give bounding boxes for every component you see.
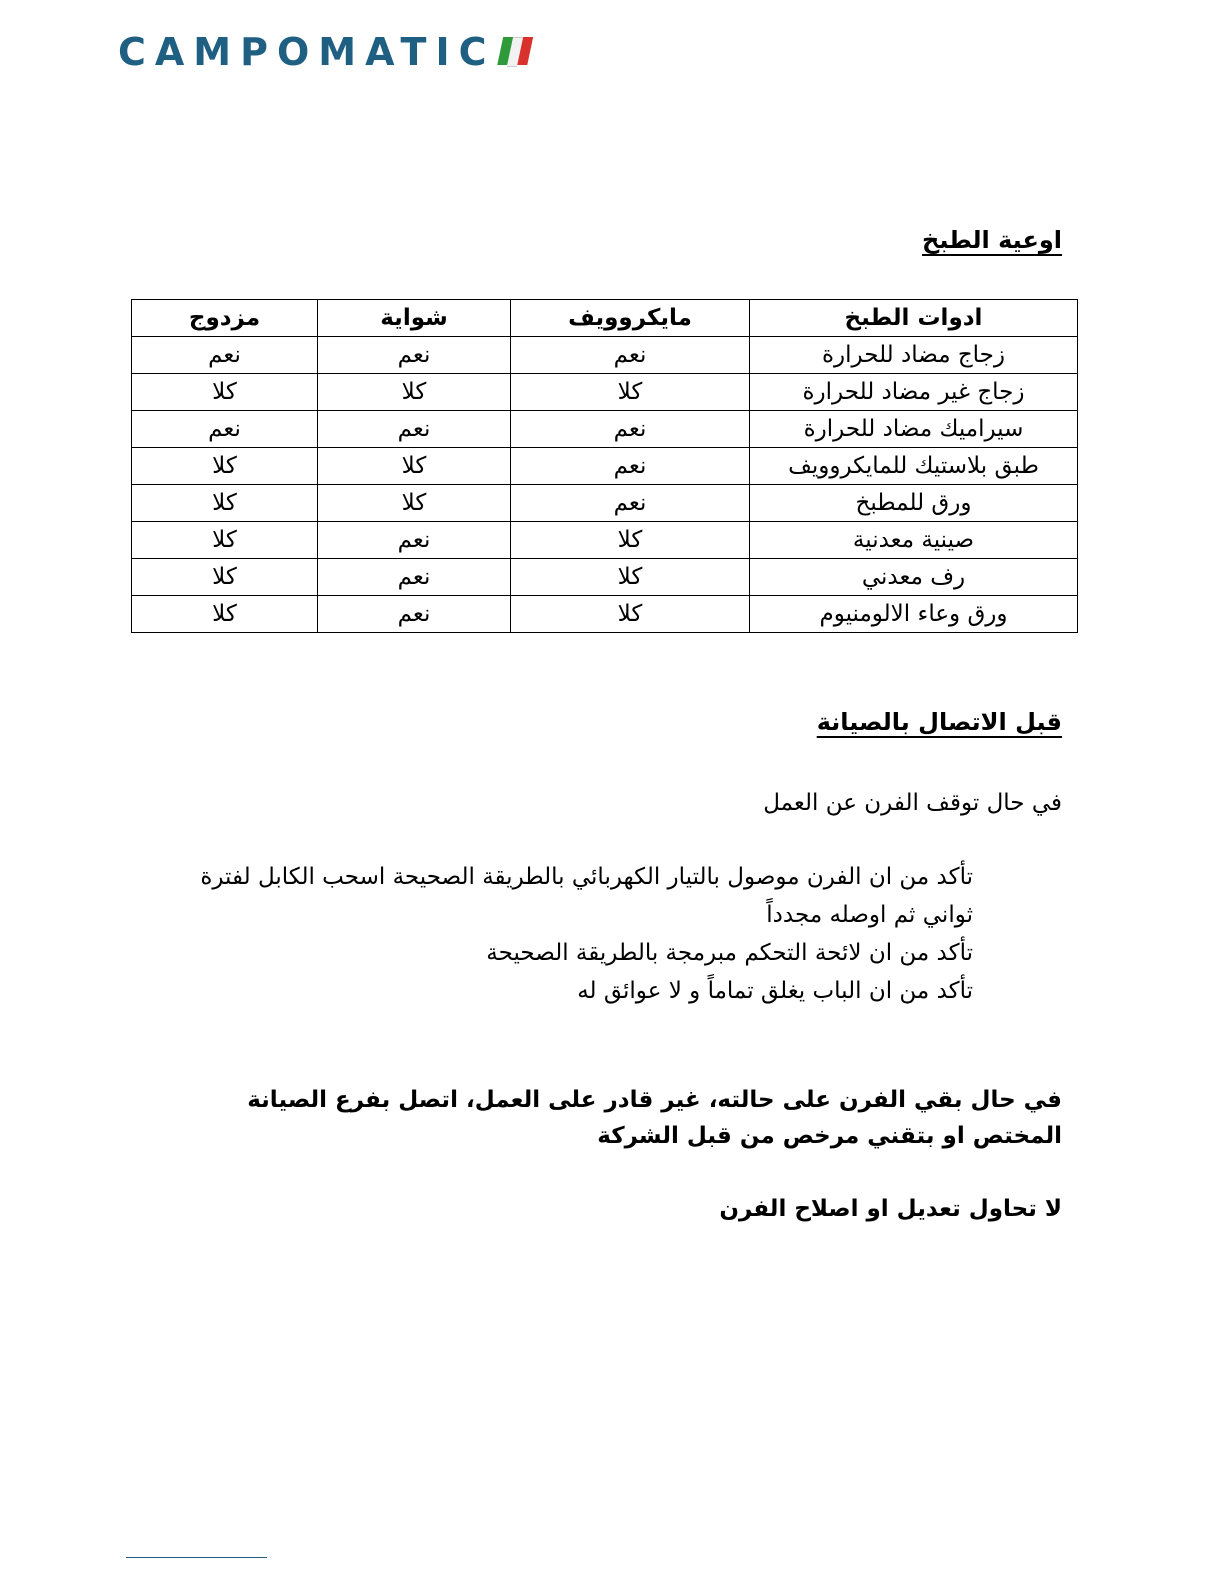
table-cell: كلا <box>318 448 511 485</box>
warning-text: لا تحاول تعديل او اصلاح الفرن <box>719 1196 1062 1222</box>
checklist-item: تأكد من ان الفرن موصول بالتيار الكهربائي بالطريقة الصحيحة اسحب الكابل لفترة ثواني ثم اوصله مجدداً <box>200 864 973 928</box>
footer-divider <box>126 1557 267 1558</box>
header-cell: شواية <box>318 300 511 337</box>
table-cell: كلا <box>132 559 318 596</box>
table-cell: نعم <box>318 559 511 596</box>
contact-note: في حال بقي الفرن على حالته، غير قادر على العمل، اتصل بفرع الصيانة المختص او بتقني مرخص من قبل الشركة <box>247 1087 1062 1149</box>
header-cell: مزدوج <box>132 300 318 337</box>
table-row <box>132 559 1078 596</box>
table-cell: نعم <box>511 337 750 374</box>
table-cell: نعم <box>318 522 511 559</box>
italian-flag-icon <box>496 37 532 67</box>
table-row <box>132 448 1078 485</box>
cookware-table <box>131 299 1078 633</box>
table-cell: كلا <box>318 485 511 522</box>
table-cell: صينية معدنية <box>750 522 1078 559</box>
table-cell: كلا <box>511 559 750 596</box>
intro-text: في حال توقف الفرن عن العمل <box>763 790 1062 816</box>
table-cell: زجاج مضاد للحرارة <box>750 337 1078 374</box>
table-cell: نعم <box>132 411 318 448</box>
table-cell: رف معدني <box>750 559 1078 596</box>
table-row <box>132 522 1078 559</box>
table-cell: كلا <box>132 448 318 485</box>
section-title-before-service: قبل الاتصال بالصيانة <box>816 708 1062 736</box>
table-cell: نعم <box>511 411 750 448</box>
table-cell: ورق للمطبخ <box>750 485 1078 522</box>
section-title-cookware: اوعية الطبخ <box>922 226 1062 254</box>
table-cell: كلا <box>132 596 318 633</box>
table-cell: نعم <box>318 337 511 374</box>
header-cell: مايكروويف <box>511 300 750 337</box>
table-cell: كلا <box>318 374 511 411</box>
table-cell: كلا <box>132 485 318 522</box>
table-cell: نعم <box>318 596 511 633</box>
table-cell: ورق وعاء الالومنيوم <box>750 596 1078 633</box>
table-cell: زجاج غير مضاد للحرارة <box>750 374 1078 411</box>
table-cell: كلا <box>511 522 750 559</box>
logo-text: CAMPOMATIC <box>118 30 496 74</box>
table-row <box>132 485 1078 522</box>
table-row <box>132 337 1078 374</box>
table-cell: نعم <box>511 485 750 522</box>
table-header-row <box>132 300 1078 337</box>
table-cell: كلا <box>132 522 318 559</box>
table-row <box>132 411 1078 448</box>
table-cell: كلا <box>511 596 750 633</box>
table-cell: نعم <box>318 411 511 448</box>
table-cell: كلا <box>132 374 318 411</box>
table-row <box>132 374 1078 411</box>
header-cell: ادوات الطبخ <box>750 300 1078 337</box>
table-cell: سيراميك مضاد للحرارة <box>750 411 1078 448</box>
table-row <box>132 596 1078 633</box>
campomatic-logo <box>118 30 530 74</box>
checklist-item: تأكد من ان لائحة التحكم مبرمجة بالطريقة الصحيحة <box>486 940 973 966</box>
table-cell: كلا <box>511 374 750 411</box>
table-cell: طبق بلاستيك للمايكروويف <box>750 448 1078 485</box>
checklist <box>163 858 973 1010</box>
table-cell: نعم <box>511 448 750 485</box>
table-cell: نعم <box>132 337 318 374</box>
checklist-item: تأكد من ان الباب يغلق تماماً و لا عوائق له <box>577 978 973 1004</box>
